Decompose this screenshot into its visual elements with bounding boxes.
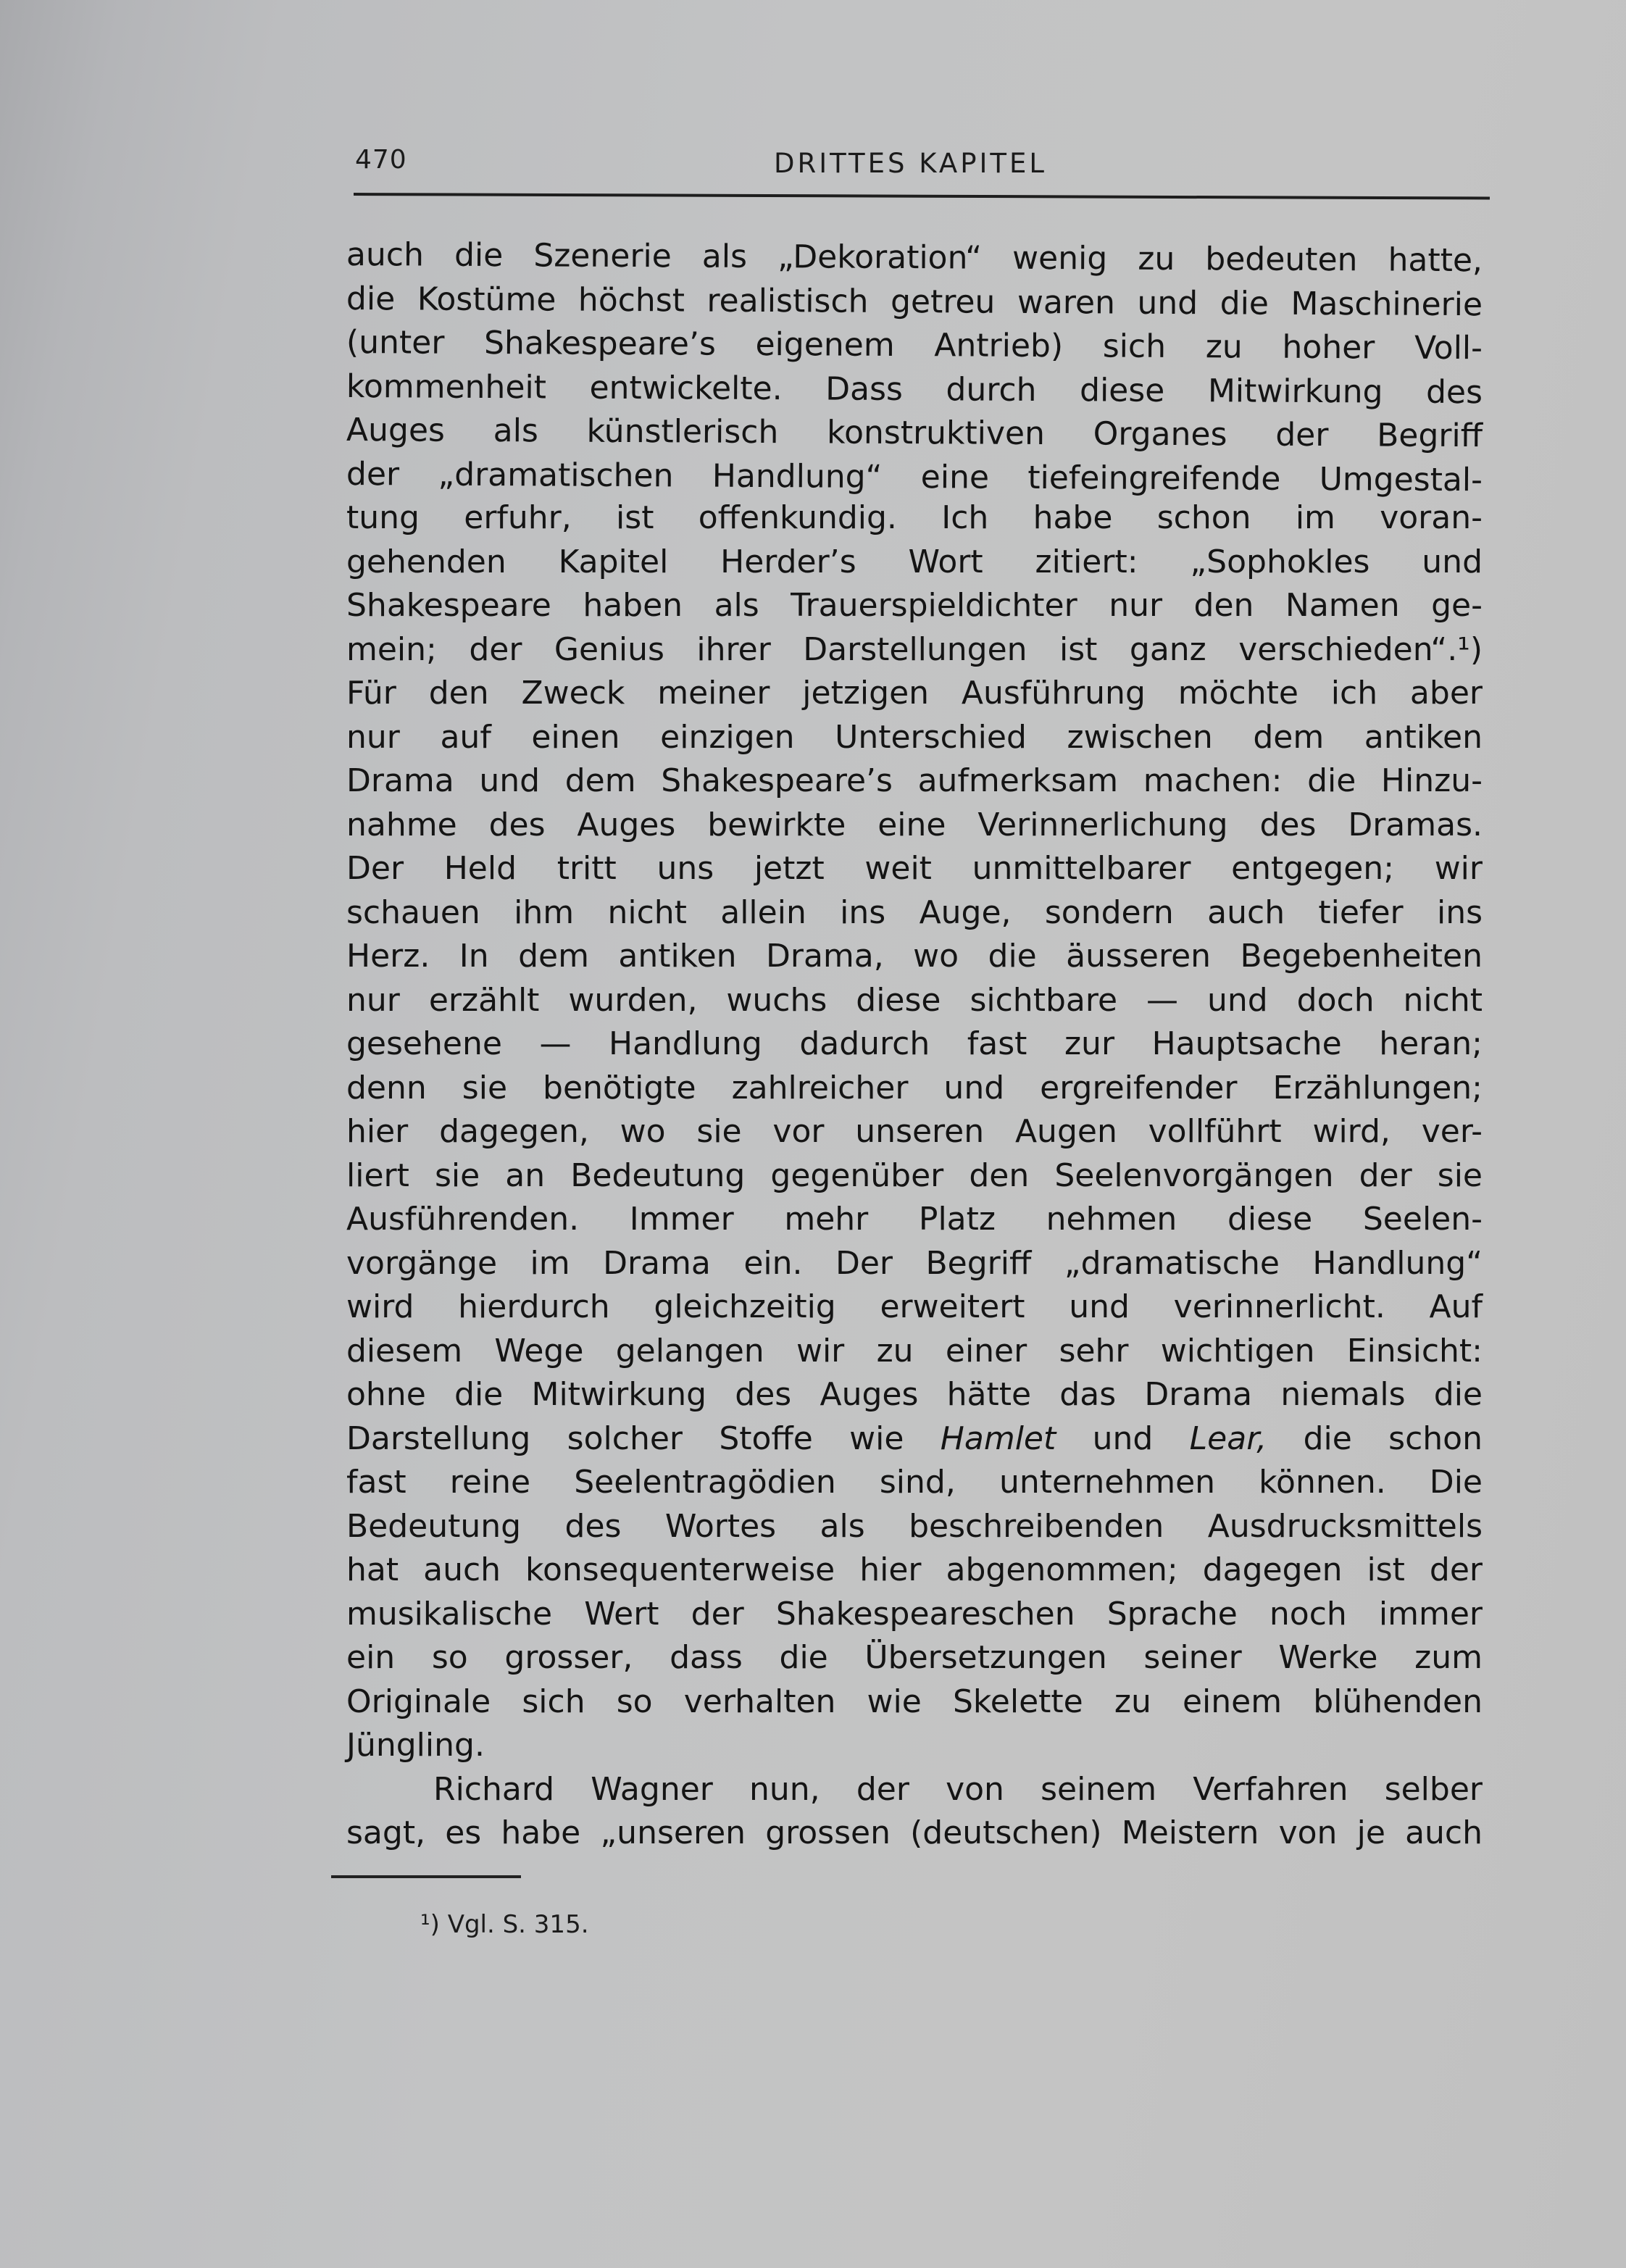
- text-line: nur auf einen einzigen Unterschied zwischen dem antiken: [346, 718, 1483, 756]
- paragraph-start-line: Richard Wagner nun, der von seinem Verfahren selber: [433, 1770, 1483, 1808]
- text-line: gesehene — Handlung dadurch fast zur Hauptsache heran;: [346, 1025, 1483, 1062]
- footnote: ¹) Vgl. S. 315.: [420, 1910, 589, 1939]
- text-line: Auges als künstlerisch konstruktiven Organes der Begriff: [346, 412, 1483, 455]
- text-line: denn sie benötigte zahlreicher und ergreifender Erzählungen;: [346, 1069, 1483, 1106]
- text-line: nahme des Auges bewirkte eine Verinnerlichung des Dramas.: [346, 806, 1483, 843]
- text-segment: und: [1056, 1419, 1190, 1457]
- title-lear: Lear,: [1189, 1419, 1267, 1457]
- text-line: die Kostüme höchst realistisch getreu waren und die Maschinerie: [346, 280, 1483, 323]
- text-line: Shakespeare haben als Trauerspieldichter nur den Namen ge-: [346, 587, 1483, 624]
- header-rule: [354, 193, 1490, 199]
- text-segment: die schon: [1267, 1419, 1483, 1457]
- text-line: Bedeutung des Wortes als beschreibenden Ausdrucksmittels: [346, 1507, 1483, 1545]
- text-line: vorgänge im Drama ein. Der Begriff „dramatische Handlung“: [346, 1244, 1483, 1282]
- text-line: Herz. In dem antiken Drama, wo die äusseren Begebenheiten: [346, 938, 1483, 975]
- text-line: schauen ihm nicht allein ins Auge, sondern auch tiefer ins: [346, 893, 1483, 931]
- text-line: tung erfuhr, ist offenkundig. Ich habe schon im voran-: [346, 499, 1483, 536]
- text-line: gehenden Kapitel Herder’s Wort zitiert: „Sophokles und: [346, 543, 1483, 580]
- text-line: mein; der Genius ihrer Darstellungen ist ganz verschieden“.¹): [346, 630, 1483, 668]
- text-line: ein so grosser, dass die Übersetzungen seiner Werke zum: [346, 1639, 1483, 1676]
- text-line: Für den Zweck meiner jetzigen Ausführung möchte ich aber: [346, 675, 1483, 712]
- text-line: musikalische Wert der Shakespeareschen Sprache noch immer: [346, 1595, 1483, 1633]
- text-line: sagt, es habe „unseren grossen (deutschen) Meistern von je auch: [346, 1814, 1483, 1851]
- text-line: wird hierdurch gleichzeitig erweitert und verinnerlicht. Auf: [346, 1288, 1483, 1325]
- text-line: Drama und dem Shakespeare’s aufmerksam machen: die Hinzu-: [346, 762, 1483, 799]
- text-line: Originale sich so verhalten wie Skelette zu einem blühenden: [346, 1683, 1483, 1720]
- text-line: der „dramatischen Handlung“ eine tiefeingreifende Umgestal-: [346, 455, 1483, 499]
- text-line: hat auch konsequenterweise hier abgenommen; dagegen ist der: [346, 1551, 1483, 1588]
- running-head: DRITTES KAPITEL: [774, 148, 1048, 179]
- body-text: [346, 233, 1483, 1856]
- text-line: fast reine Seelentragödien sind, unternehmen können. Die: [346, 1464, 1483, 1501]
- text-segment: Darstellung solcher Stoffe wie: [346, 1419, 941, 1457]
- text-line: auch die Szenerie als „Dekoration“ wenig zu bedeuten hatte,: [346, 236, 1483, 280]
- footnote-rule: [331, 1875, 521, 1878]
- text-line: diesem Wege gelangen wir zu einer sehr wichtigen Einsicht:: [346, 1332, 1483, 1369]
- text-line: Ausführenden. Immer mehr Platz nehmen diese Seelen-: [346, 1201, 1483, 1238]
- page-header: [355, 145, 1493, 188]
- text-line-with-titles: [346, 1417, 1483, 1462]
- text-line: nur erzählt wurden, wuchs diese sichtbare — und doch nicht: [346, 981, 1483, 1019]
- text-line: Jüngling.: [346, 1727, 485, 1764]
- text-line: ohne die Mitwirkung des Auges hätte das Drama niemals die: [346, 1376, 1483, 1413]
- text-line: (unter Shakespeare’s eigenem Antrieb) sich zu hoher Voll-: [346, 324, 1483, 367]
- page-number: 470: [355, 145, 407, 175]
- text-line: hier dagegen, wo sie vor unseren Augen vollführt wird, ver-: [346, 1113, 1483, 1150]
- text-line: Der Held tritt uns jetzt weit unmittelbarer entgegen; wir: [346, 850, 1483, 887]
- text-line: liert sie an Bedeutung gegenüber den Seelenvorgängen der sie: [346, 1156, 1483, 1194]
- text-line: kommenheit entwickelte. Dass durch diese Mitwirkung des: [346, 367, 1483, 411]
- title-hamlet: Hamlet: [940, 1419, 1056, 1457]
